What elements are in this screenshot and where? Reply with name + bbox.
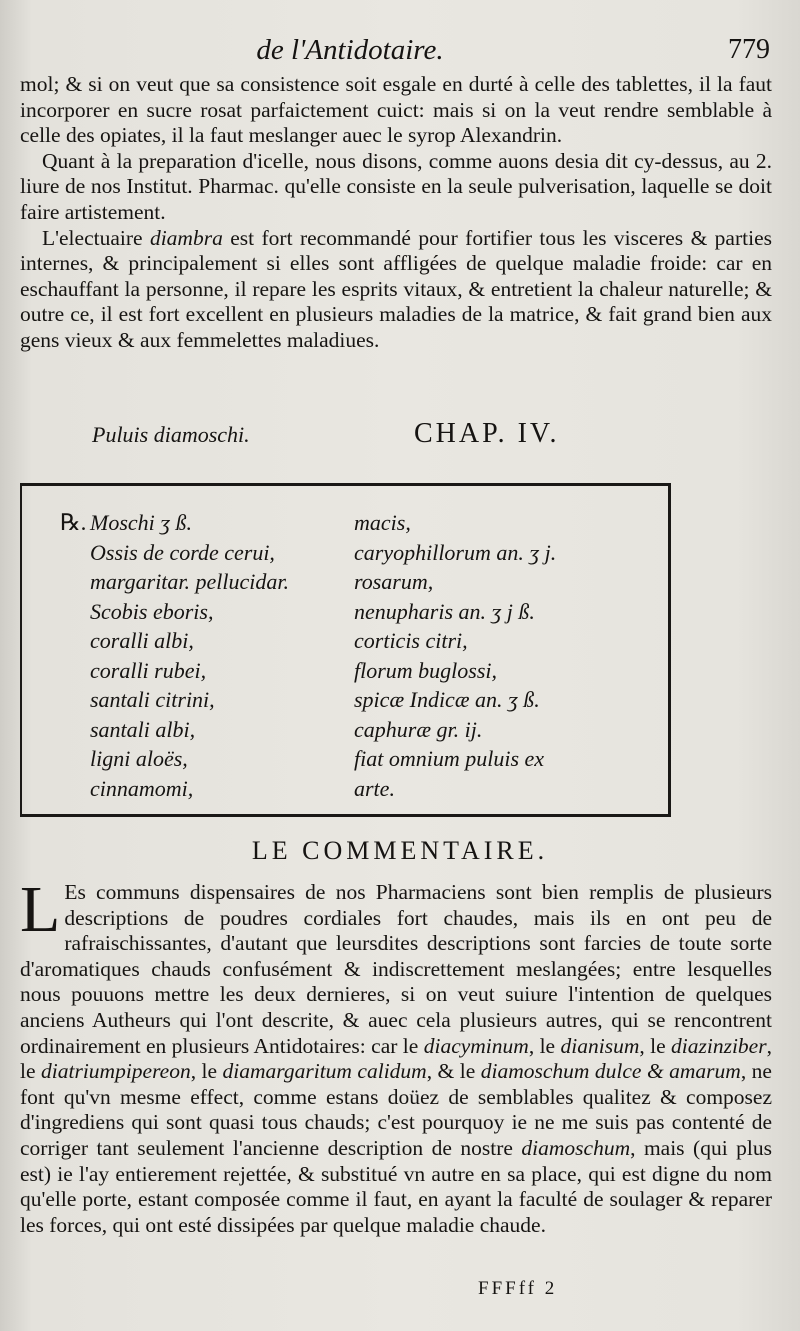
recipe-line: coralli albi, [90,628,194,653]
chapter-label: CHAP. IV. [414,418,560,449]
text-segment: , le [528,1033,561,1058]
italic-term: dianisum [560,1033,640,1058]
text-segment: , le [20,1033,772,1084]
text-segment: L'electuaire [42,225,150,250]
italic-term: diacyminum [423,1033,529,1058]
recipe-column-right [354,508,556,803]
italic-term: diamoschum dulce & amarum [480,1059,741,1084]
recipe-line: macis, [354,510,411,535]
page-header [0,30,800,70]
recipe-line: ligni aloës, [90,746,188,771]
recipe-line: caryophillorum an. ʒ j. [354,539,557,565]
recipe-line: cinnamomi, [90,775,194,801]
intro-paragraph-1: mol; & si on veut que sa consistence soit esgale en durté à celle des tablettes, il la faut incorporer en sucre rosat parfaictement cuict: mais si on la veut rendre semblable à celle des opiates, il la faut meslanger auec le syrop Alexandrin. [20,72,772,148]
recipe-line: Ossis de corde cerui, [90,539,275,565]
text-segment: , mais (qui plus est) ie l'ay entierement rejettée, & substitué vn autre en sa place, qui est digne du nom qu'elle porte, estant composée comme il faut, en ayant la faculté de soulager & reparer les forces, qui ont esté dissipées par quelque maladie chaude. [20,1135,772,1237]
recipe-line: coralli rubei, [90,657,207,683]
recipe-line: Moschi ʒ ß. [90,510,193,535]
text-segment: , le [639,1033,672,1058]
italic-term: diazinziber [671,1033,767,1058]
recipe-line: caphuræ gr. ij. [354,716,483,742]
intro-text [20,72,772,354]
text-segment: , le [190,1059,223,1084]
recipe-line: fiat omnium puluis ex [354,746,545,771]
recipe-column-left [90,508,289,803]
intro-paragraph-2: Quant à la preparation d'icelle, nous disons, comme auons desia dit cy-dessus, au 2. liure de nos Institut. Pharmac. qu'elle consiste en la seule pulverisation, laquelle se doit faire artistement. [20,148,772,224]
text-segment: , ne font qu'vn mesme effect, comme estans doüez de semblables qualitez & composez d'ingrediens qui sont quasi tous chauds; c'est pourquoy ie ne me suis pas contenté de corriger tant seulement l'ancienne description de nostre [20,1059,772,1160]
running-title: de l'Antidotaire. [256,34,444,66]
recipe-line: corticis citri, [354,628,468,653]
italic-term: diamoschum [521,1135,631,1160]
italic-term: diamargaritum calidum [222,1059,427,1084]
recipe-line: santali citrini, [90,687,215,712]
section-title-left: Puluis diamoschi. [92,422,250,447]
recipe-line: florum buglossi, [354,657,498,683]
recipe-line: spicæ Indicæ an. ʒ ß. [354,687,540,712]
commentary-paragraph [20,873,772,1238]
text-segment: , & le [426,1059,481,1084]
commentary-heading: LE COMMENTAIRE. [251,836,549,865]
recipe-line: rosarum, [354,569,434,594]
recipe-line: Scobis eboris, [90,598,214,624]
commentary-text [20,873,772,1238]
italic-term: diatriumpipereon [41,1059,191,1084]
section-heading [0,418,800,454]
page-number: 779 [728,34,770,65]
text-segment: Es communs dispensaires de nos Pharmaciens sont bien remplis de plusieurs descriptions de poudres cordiales fort chaudes, mais ils en ont peu de rafraischissantes, d'autant que leursdites descriptions sont farcies de toute sorte d'aromatiques chauds confusément & indiscrettement meslangées; entre lesquelles nous pouuons mettre les deux dernieres, si on veut suiure l'intention de quelques anciens Autheurs qui l'ont descrite, & auec cela plusieurs autres, qui se rencontrent ordinairement en plusieurs Antidotaires: car le [20,880,772,1058]
printer-signature: FFFff 2 [478,1278,558,1299]
recipe-line: santali albi, [90,716,196,742]
recipe-box [20,483,671,817]
rx-symbol-icon: ℞. [60,510,87,535]
drop-cap: L [20,873,61,946]
recipe-line: margaritar. pellucidar. [90,569,290,594]
recipe-line: nenupharis an. ʒ j ß. [354,598,535,624]
text-segment: est fort recommandé pour fortifier tous les visceres & parties internes, & principalement si elles sont affligées de quelque maladie froide: car en eschauffant la personne, il repare les esprits vitaux, & entretient la chaleur naturelle; & outre ce, il est fort excellent en plusieurs maladies de la matrice, & fait grand bien aux gens vieux & aux femmelettes maladiues. [20,225,772,352]
italic-term: diambra [149,225,223,250]
intro-paragraph-3 [20,226,772,354]
recipe-line: arte. [354,775,395,801]
